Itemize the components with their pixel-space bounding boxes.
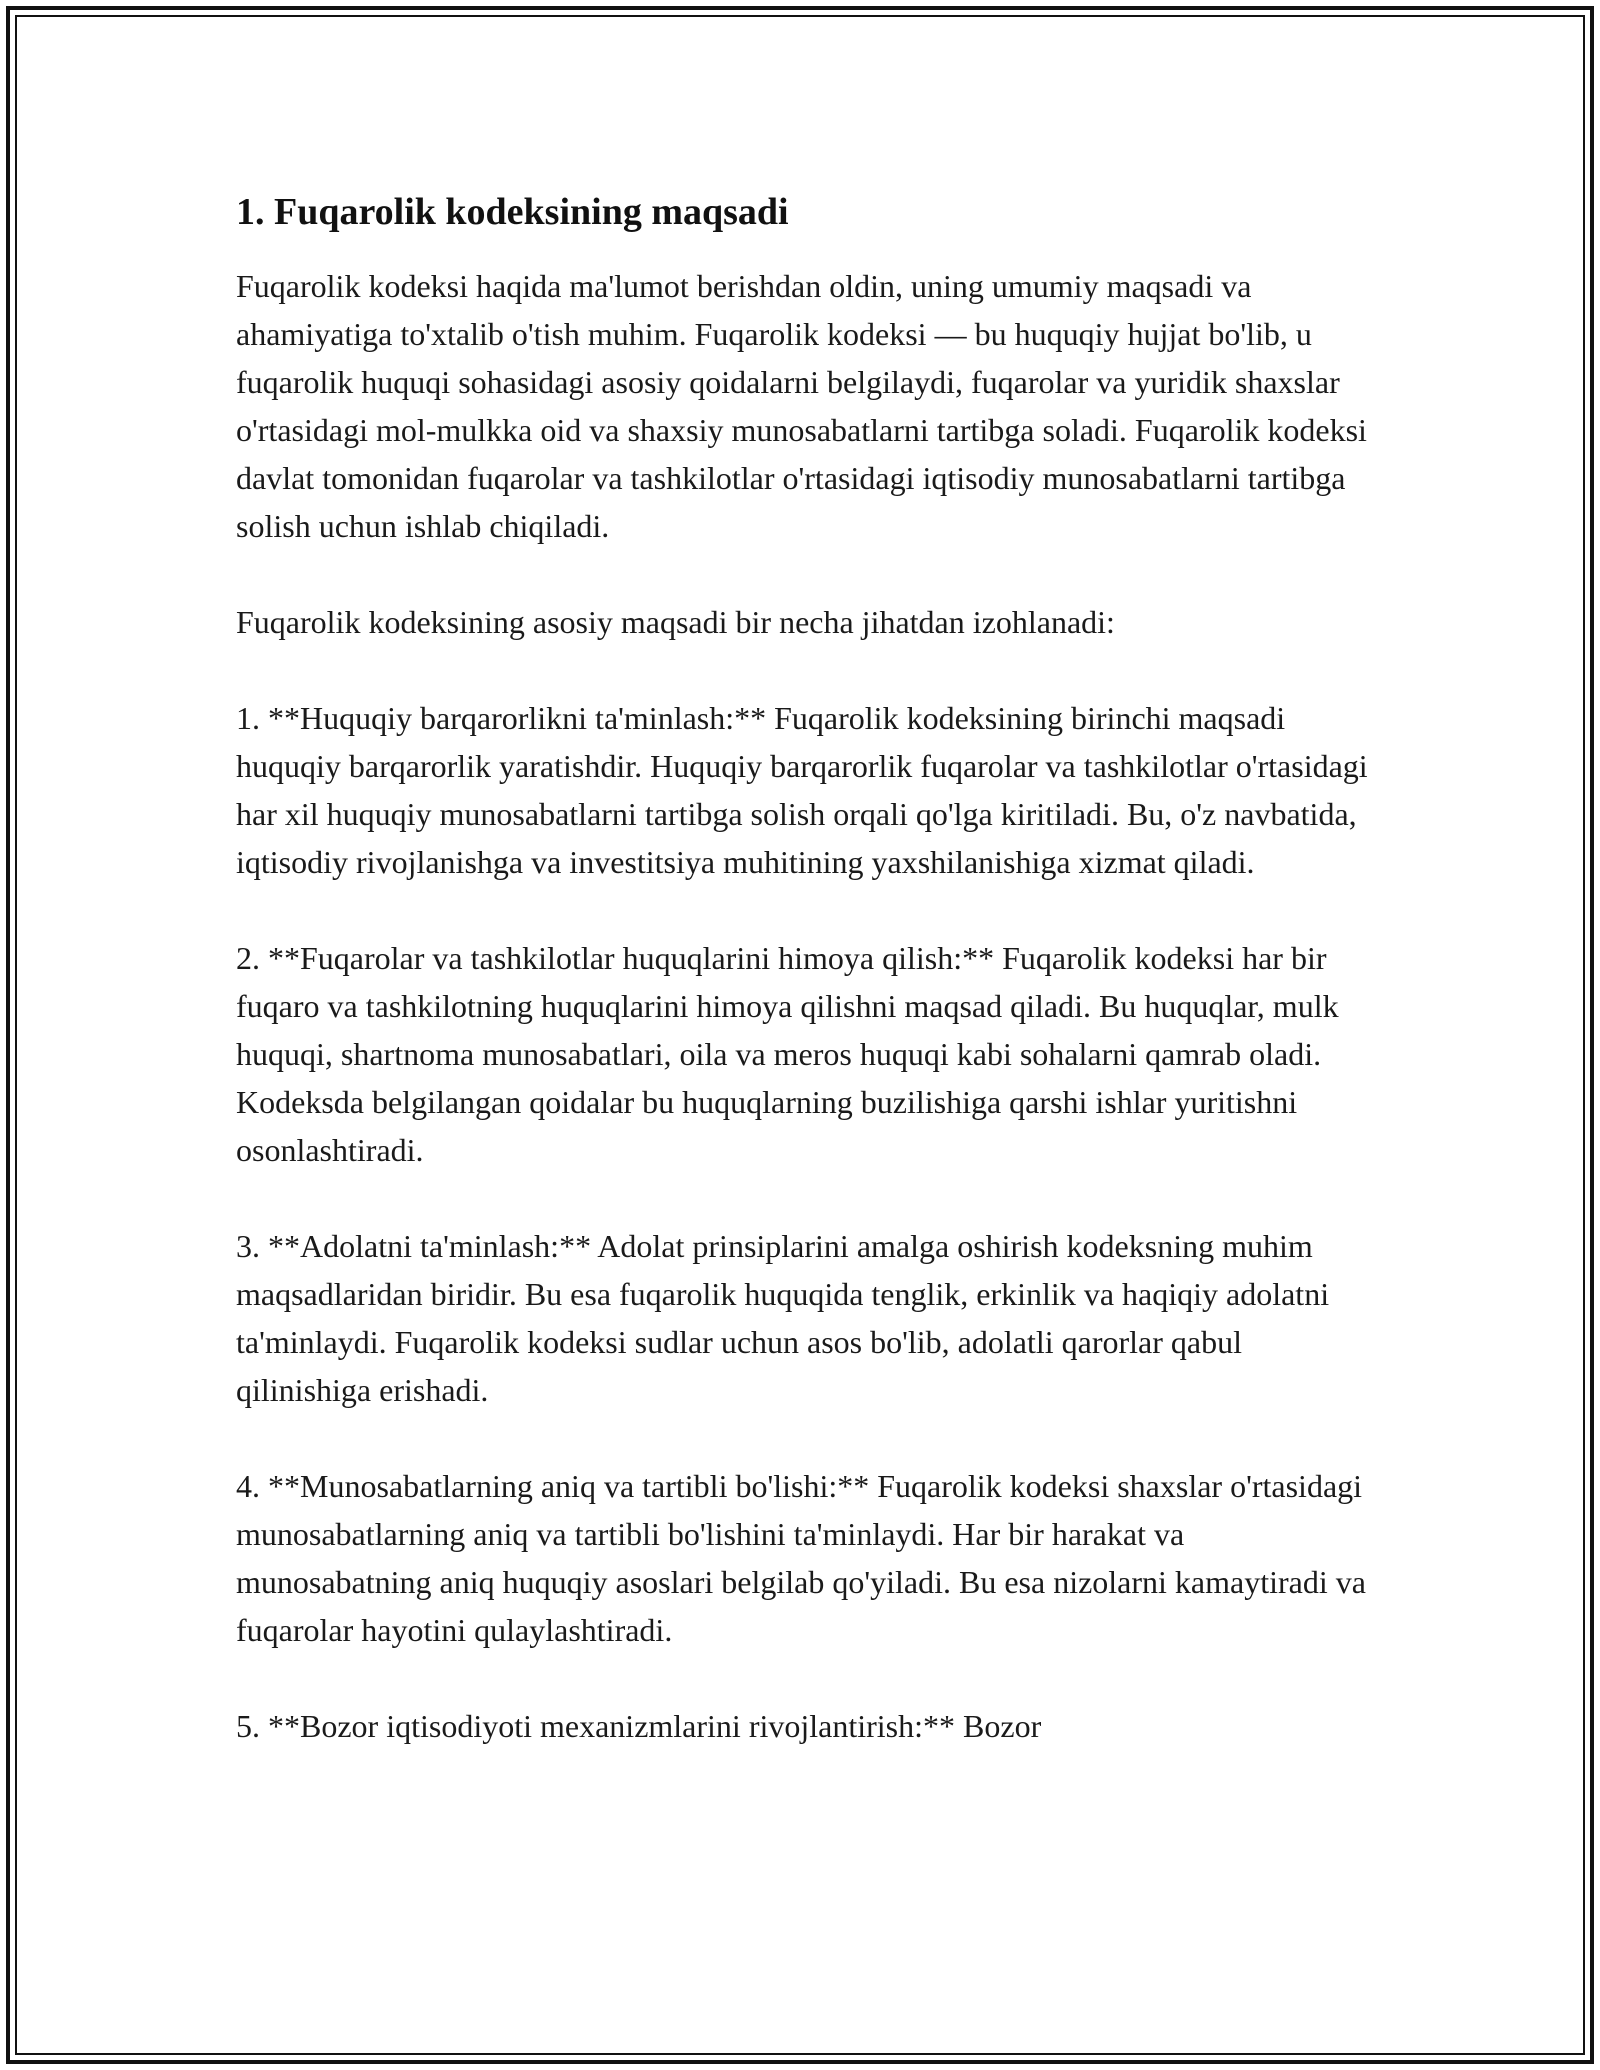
list-item-1: 1. **Huquqiy barqarorlikni ta'minlash:** Fuqarolik kodeksining birinchi maqsadi huquqiy barqarorlik yaratishdir. Huquqiy barqarorlik fuqarolar va tashkilotlar o'rtasidagi har xil huquqiy munosabatlarni tartibga solish orqali qo'lga kiritiladi. Bu, o'z navbatida, iqtisodiy rivojlanishga va investitsiya muhitining yaxshilanishiga xizmat qiladi. [236,700,1368,880]
document-body [236,186,1376,1750]
list-item-4: 4. **Munosabatlarning aniq va tartibli bo'lishi:** Fuqarolik kodeksi shaxslar o'rtasidagi munosabatlarning aniq va tartibli bo'lishini ta'minlaydi. Har bir harakat va munosabatning aniq huquqiy asoslari belgilab qo'yiladi. Bu esa nizolarni kamaytiradi va fuqarolar hayotini qulaylashtiradi. [236,1468,1366,1648]
list-item-5: 5. **Bozor iqtisodiyoti mexanizmlarini rivojlantirish:** Bozor [236,1708,1042,1744]
list-item-2: 2. **Fuqarolar va tashkilotlar huquqlarini himoya qilish:** Fuqarolik kodeksi har bir fuqaro va tashkilotning huquqlarini himoya qilishni maqsad qiladi. Bu huquqlar, mulk huquqi, shartnoma munosabatlari, oila va meros huquqi kabi sohalarni qamrab oladi. Kodeksda belgilangan qoidalar bu huquqlarning buzilishiga qarshi ishlar yuritishni osonlashtiradi. [236,940,1339,1168]
lead-in-paragraph: Fuqarolik kodeksining asosiy maqsadi bir necha jihatdan izohlanadi: [236,604,1115,640]
section-heading: 1. Fuqarolik kodeksining maqsadi [236,191,789,233]
intro-paragraph: Fuqarolik kodeksi haqida ma'lumot berishdan oldin, uning umumiy maqsadi va ahamiyatiga to'xtalib o'tish muhim. Fuqarolik kodeksi — bu huquqiy hujjat bo'lib, u fuqarolik huquqi sohasidagi asosiy qoidalarni belgilaydi, fuqarolar va yuridik shaxslar o'rtasidagi mol-mulkka oid va shaxsiy munosabatlarni tartibga soladi. Fuqarolik kodeksi davlat tomonidan fuqarolar va tashkilotlar o'rtasidagi iqtisodiy munosabatlarni tartibga solish uchun ishlab chiqiladi. [236,268,1367,544]
list-item-3: 3. **Adolatni ta'minlash:** Adolat prinsiplarini amalga oshirish kodeksning muhim maqsadlaridan biridir. Bu esa fuqarolik huquqida tenglik, erkinlik va haqiqiy adolatni ta'minlaydi. Fuqarolik kodeksi sudlar uchun asos bo'lib, adolatli qarorlar qabul qilinishiga erishadi. [236,1228,1330,1408]
